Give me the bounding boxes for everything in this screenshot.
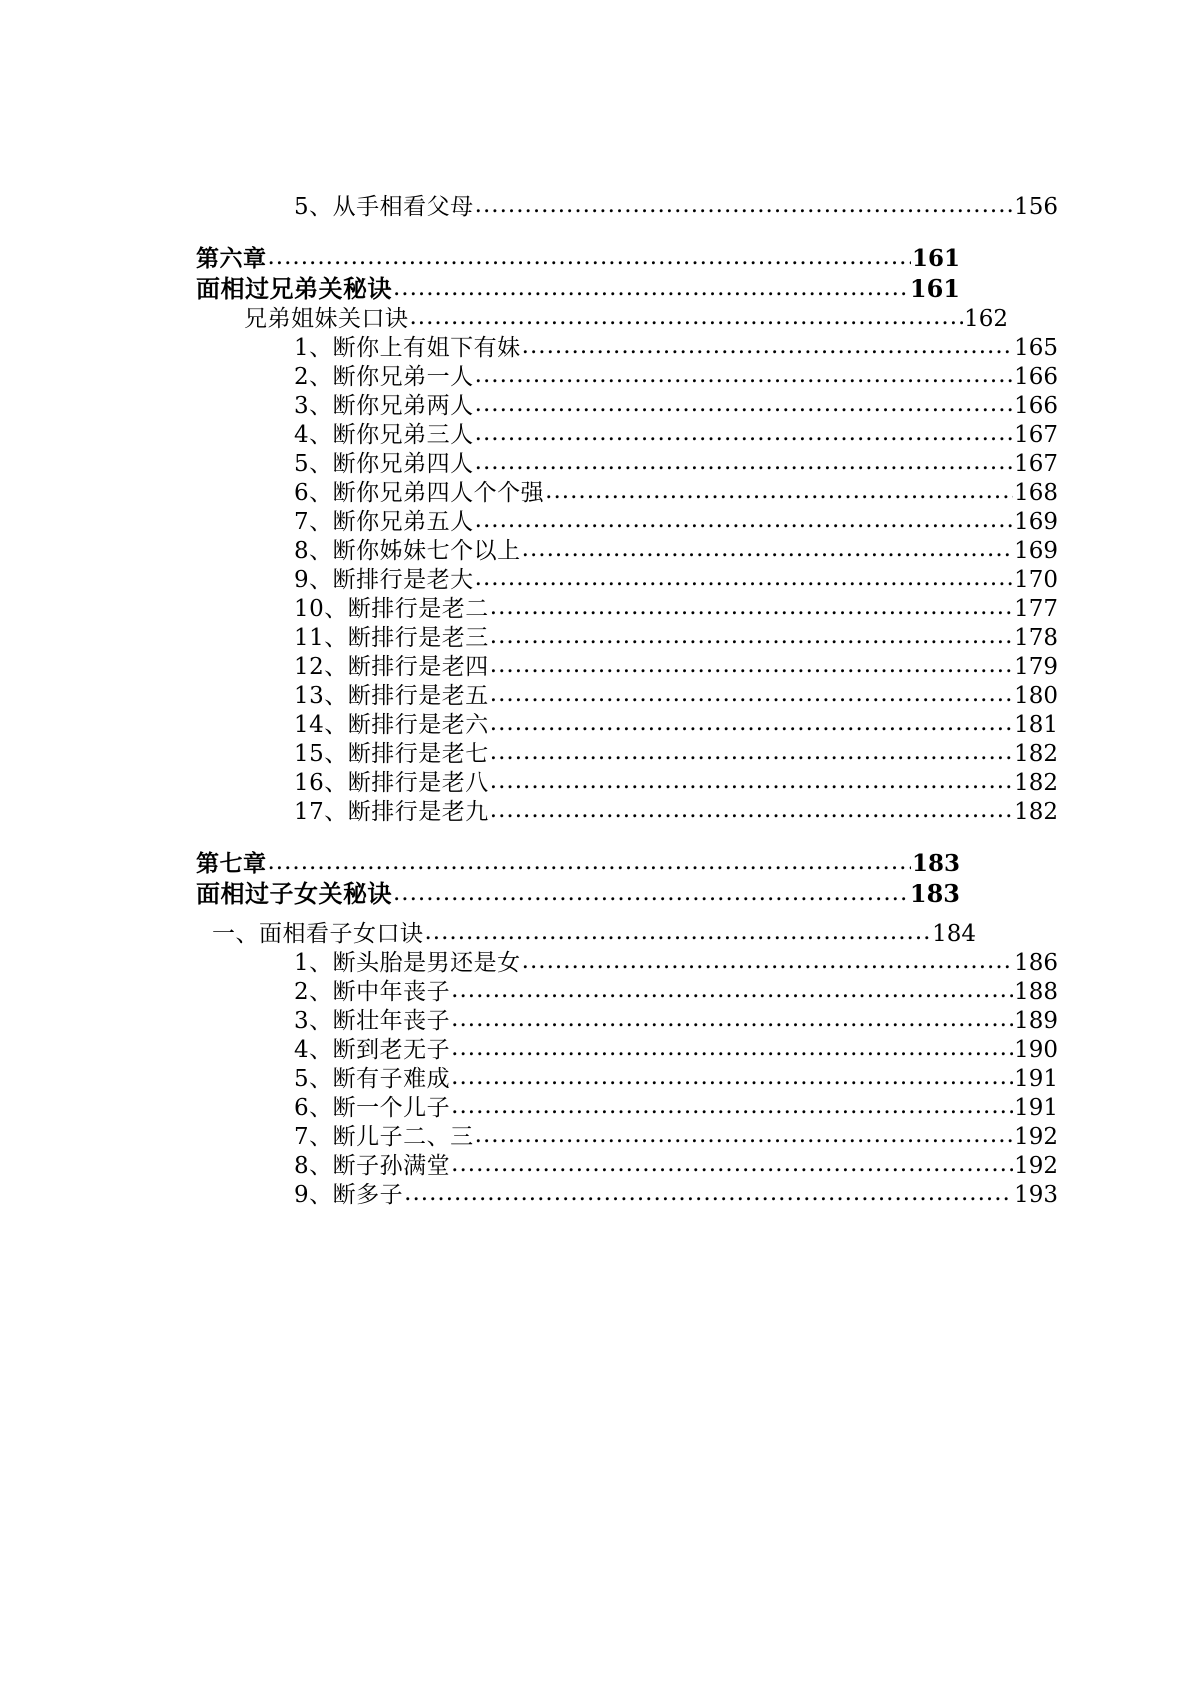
toc-entry[interactable] — [196, 308, 1008, 331]
toc-leader-dots — [451, 1095, 1013, 1118]
toc-entry-page-number: 182 — [1014, 741, 1058, 767]
toc-leader-dots — [451, 1153, 1013, 1176]
toc-entry[interactable] — [196, 1068, 1058, 1091]
toc-leader-dots — [475, 509, 1013, 532]
toc-entry-page-number: 184 — [932, 921, 976, 947]
toc-leader-dots — [475, 451, 1013, 474]
toc-entry-label: 11、断排行是老三 — [294, 625, 489, 651]
toc-entry[interactable] — [196, 598, 1058, 621]
toc-entry-label: 兄弟姐妹关口诀 — [244, 306, 409, 332]
toc-entry-label: 10、断排行是老二 — [294, 596, 489, 622]
toc-leader-dots — [490, 712, 1013, 735]
toc-entry-page-number: 182 — [1014, 770, 1058, 796]
toc-entry[interactable] — [196, 801, 1058, 824]
toc-entry-label: 14、断排行是老六 — [294, 712, 489, 738]
toc-leader-dots — [475, 364, 1013, 387]
toc-entry-label: 5、断有子难成 — [294, 1066, 451, 1092]
toc-entry-page-number: 166 — [1014, 393, 1058, 419]
toc-entry[interactable] — [196, 627, 1058, 650]
toc-entry-page-number: 186 — [1014, 950, 1058, 976]
toc-leader-dots — [425, 921, 932, 944]
toc-leader-dots — [393, 277, 909, 300]
toc-entry-page-number: 189 — [1014, 1008, 1058, 1034]
toc-entry-page-number: 191 — [1014, 1095, 1058, 1121]
toc-entry[interactable] — [196, 366, 1058, 389]
toc-entry-label: 面相过兄弟关秘诀 — [196, 274, 392, 303]
toc-entry-page-number: 165 — [1014, 335, 1058, 361]
toc-entry[interactable] — [196, 772, 1058, 795]
toc-entry-page-number: 180 — [1014, 683, 1058, 709]
toc-leader-dots — [475, 1124, 1013, 1147]
toc-entry-label: 第七章 — [196, 850, 267, 877]
toc-entry-label: 5、断你兄弟四人 — [294, 451, 474, 477]
toc-entry[interactable] — [196, 569, 1058, 592]
toc-leader-dots — [522, 950, 1013, 973]
toc-entry[interactable] — [196, 1039, 1058, 1062]
toc-entry[interactable] — [196, 247, 960, 271]
toc-entry-page-number: 178 — [1014, 625, 1058, 651]
toc-entry-label: 4、断到老无子 — [294, 1037, 451, 1063]
toc-entry-label: 1、断你上有姐下有妹 — [294, 335, 521, 361]
toc-entry-page-number: 179 — [1014, 654, 1058, 680]
toc-entry[interactable] — [196, 337, 1058, 360]
toc-entry[interactable] — [196, 685, 1058, 708]
toc-entry-page-number: 177 — [1014, 596, 1058, 622]
toc-entry[interactable] — [196, 1010, 1058, 1033]
toc-entry-label: 3、断壮年丧子 — [294, 1008, 451, 1034]
toc-entry-label: 1、断头胎是男还是女 — [294, 950, 521, 976]
toc-entry[interactable] — [196, 981, 1058, 1004]
toc-entry[interactable] — [196, 743, 1058, 766]
toc-entry[interactable] — [196, 424, 1058, 447]
toc-entry-page-number: 192 — [1014, 1124, 1058, 1150]
toc-entry-page-number: 183 — [909, 879, 960, 908]
toc-entry[interactable] — [196, 656, 1058, 679]
toc-leader-dots — [490, 596, 1013, 619]
toc-leader-dots — [522, 335, 1013, 358]
toc-entry[interactable] — [196, 1155, 1058, 1178]
toc-entry-label: 9、断排行是老大 — [294, 567, 474, 593]
toc-leader-dots — [475, 567, 1013, 590]
toc-entry-page-number: 188 — [1014, 979, 1058, 1005]
toc-entry[interactable] — [196, 395, 1058, 418]
toc-leader-dots — [545, 480, 1013, 503]
toc-entry-page-number: 161 — [911, 245, 960, 272]
toc-leader-dots — [475, 194, 1013, 217]
toc-entry-label: 3、断你兄弟两人 — [294, 393, 474, 419]
toc-entry-label: 8、断子孙满堂 — [294, 1153, 451, 1179]
toc-entry-label: 15、断排行是老七 — [294, 741, 489, 767]
toc-leader-dots — [490, 741, 1013, 764]
toc-entry-label: 13、断排行是老五 — [294, 683, 489, 709]
toc-leader-dots — [490, 654, 1013, 677]
toc-entry-page-number: 181 — [1014, 712, 1058, 738]
toc-entry-label: 8、断你姊妹七个以上 — [294, 538, 521, 564]
toc-leader-dots — [475, 393, 1013, 416]
toc-entry-page-number: 167 — [1014, 451, 1058, 477]
toc-leader-dots — [451, 979, 1013, 1002]
toc-entry[interactable] — [196, 852, 960, 876]
toc-entry[interactable] — [196, 274, 960, 303]
toc-entry-label: 2、断你兄弟一人 — [294, 364, 474, 390]
toc-entry[interactable] — [196, 511, 1058, 534]
toc-entry-page-number: 168 — [1014, 480, 1058, 506]
toc-entry-label: 一、面相看子女口诀 — [212, 921, 424, 947]
toc-entry-page-number: 191 — [1014, 1066, 1058, 1092]
toc-leader-dots — [268, 246, 911, 269]
toc-entry-page-number: 167 — [1014, 422, 1058, 448]
toc-entry-page-number: 169 — [1014, 509, 1058, 535]
toc-entry[interactable] — [196, 714, 1058, 737]
toc-entry-page-number: 182 — [1014, 799, 1058, 825]
toc-entry-label: 9、断多子 — [294, 1182, 404, 1208]
toc-leader-dots — [451, 1037, 1013, 1060]
toc-leader-dots — [451, 1066, 1013, 1089]
toc-entry[interactable] — [196, 879, 960, 908]
toc-leader-dots — [475, 422, 1013, 445]
toc-entry[interactable] — [196, 196, 1058, 219]
toc-entry-page-number: 169 — [1014, 538, 1058, 564]
toc-entry-label: 17、断排行是老九 — [294, 799, 489, 825]
toc-entry[interactable] — [196, 952, 1058, 975]
toc-entry-page-number: 166 — [1014, 364, 1058, 390]
toc-entry[interactable] — [196, 1184, 1058, 1207]
toc-entry-label: 6、断一个儿子 — [294, 1095, 451, 1121]
table-of-contents — [196, 194, 1058, 1208]
toc-entry[interactable] — [196, 540, 1058, 563]
toc-leader-dots — [490, 770, 1013, 793]
toc-entry-page-number: 162 — [964, 306, 1008, 332]
toc-leader-dots — [522, 538, 1013, 561]
toc-entry-page-number: 161 — [909, 274, 960, 303]
toc-entry[interactable] — [196, 482, 1058, 505]
toc-entry-page-number: 183 — [911, 850, 960, 877]
toc-entry-label: 16、断排行是老八 — [294, 770, 489, 796]
toc-entry-page-number: 190 — [1014, 1037, 1058, 1063]
toc-entry-label: 6、断你兄弟四人个个强 — [294, 480, 545, 506]
toc-entry-label: 2、断中年丧子 — [294, 979, 451, 1005]
toc-leader-dots — [490, 799, 1013, 822]
toc-entry-label: 7、断儿子二、三 — [294, 1124, 474, 1150]
toc-leader-dots — [393, 882, 909, 905]
toc-entry-label: 第六章 — [196, 245, 267, 272]
toc-leader-dots — [268, 851, 911, 874]
toc-entry[interactable] — [196, 1097, 1058, 1120]
toc-entry-page-number: 193 — [1014, 1182, 1058, 1208]
toc-entry-label: 4、断你兄弟三人 — [294, 422, 474, 448]
toc-entry[interactable] — [196, 923, 976, 946]
toc-entry-label: 5、从手相看父母 — [294, 194, 474, 220]
toc-entry-page-number: 170 — [1014, 567, 1058, 593]
toc-entry-page-number: 156 — [1014, 194, 1058, 220]
toc-entry-label: 面相过子女关秘诀 — [196, 879, 392, 908]
toc-entry[interactable] — [196, 1126, 1058, 1149]
toc-entry-label: 7、断你兄弟五人 — [294, 509, 474, 535]
toc-leader-dots — [490, 625, 1013, 648]
toc-leader-dots — [410, 306, 964, 329]
toc-entry-label: 12、断排行是老四 — [294, 654, 489, 680]
toc-entry-page-number: 192 — [1014, 1153, 1058, 1179]
toc-entry[interactable] — [196, 453, 1058, 476]
toc-leader-dots — [490, 683, 1013, 706]
toc-leader-dots — [404, 1182, 1013, 1205]
toc-leader-dots — [451, 1008, 1013, 1031]
